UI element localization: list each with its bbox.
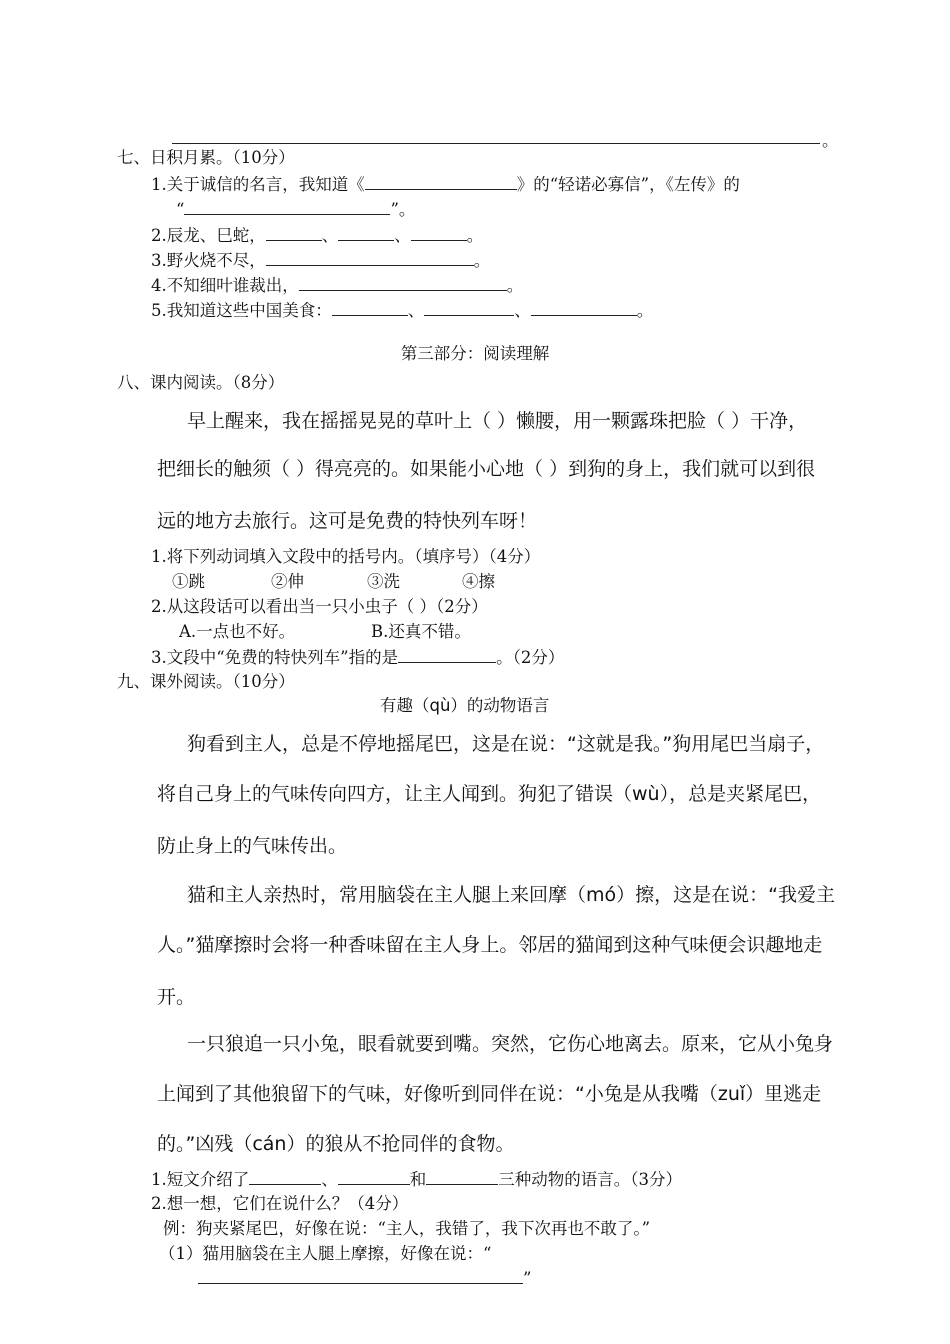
answer-blank[interactable] — [398, 646, 496, 663]
s7-q3: 3.野火烧不尽， 。 — [151, 251, 491, 270]
article-title: 有趣（qù）的动物语言 — [380, 696, 550, 715]
s7-q5: 5.我知道这些中国美食： 、 、 。 — [151, 301, 654, 320]
answer-blank[interactable] — [424, 299, 514, 316]
answer-blank[interactable] — [184, 198, 390, 215]
s9-sub1: （1）猫用脑袋在主人腿上摩擦，好像在说：“ — [159, 1244, 492, 1263]
option: ②伸 — [271, 572, 304, 591]
s7-q1b: “ ”。 — [176, 200, 416, 219]
choice-b: B.还真不错。 — [371, 622, 471, 641]
s9-para-line: 狗看到主人，总是不停地摇尾巴，这是在说：“这就是我。”狗用尾巴当扇子， — [187, 733, 825, 755]
s9-para-line: 的。”凶残（cán）的狼从不抢同伴的食物。 — [157, 1133, 515, 1155]
s8-q3: 3.文段中“免费的特快列车”指的是 。（2分） — [151, 648, 565, 667]
s9-q1: 1.短文介绍了 、 和 三种动物的语言。（3分） — [151, 1170, 682, 1189]
s7-q4: 4.不知细叶谁裁出， 。 — [151, 276, 524, 295]
s9-para-line: 一只狼追一只小兔，眼看就要到嘴。突然，它伤心地离去。原来，它从小兔身 — [187, 1033, 834, 1055]
s9-sub1-answer: ” — [198, 1267, 531, 1290]
section-7-heading: 七、日积月累。（10分） — [117, 148, 295, 167]
s9-para-line: 防止身上的气味传出。 — [157, 835, 348, 857]
answer-blank[interactable] — [198, 1267, 523, 1284]
answer-blank[interactable] — [332, 299, 408, 316]
answer-blank[interactable] — [338, 1168, 410, 1185]
answer-blank[interactable] — [299, 274, 507, 291]
s9-para-line: 猫和主人亲热时，常用脑袋在主人腿上来回摩（mó）擦，这是在说：“我爱主 — [187, 884, 835, 906]
option: ①跳 — [172, 572, 205, 591]
s9-para-line: 上闻到了其他狼留下的气味，好像听到同伴在说：“小兔是从我嘴（zuǐ）里逃走 — [157, 1083, 822, 1105]
s9-para-line: 人。”猫摩擦时会将一种香味留在主人身上。邻居的猫闻到这种气味便会识趣地走 — [157, 934, 823, 956]
option: ③洗 — [367, 572, 400, 591]
answer-blank[interactable] — [266, 224, 322, 241]
s8-q2: 2.从这段话可以看出当一只小虫子（ ）（2分） — [151, 597, 488, 616]
section-9-heading: 九、课外阅读。（10分） — [117, 672, 295, 691]
line-end-mark: 。 — [822, 131, 839, 150]
section-8-heading: 八、课内阅读。（8分） — [117, 373, 285, 392]
s8-para-line: 早上醒来，我在摇摇晃晃的草叶上（ ）懒腰，用一颗露珠把脸（ ）干净， — [187, 410, 808, 432]
s9-q2: 2.想一想，它们在说什么？（4分） — [151, 1194, 409, 1213]
s9-para-line: 将自己身上的气味传向四方，让主人闻到。狗犯了错误（wù），总是夹紧尾巴， — [157, 783, 822, 805]
answer-blank[interactable] — [266, 249, 474, 266]
option: ④擦 — [462, 572, 495, 591]
answer-blank[interactable] — [249, 1168, 321, 1185]
answer-blank[interactable] — [531, 299, 637, 316]
s9-para-line: 开。 — [157, 986, 196, 1008]
example: 例：狗夹紧尾巴，好像在说：“主人，我错了，我下次再也不敢了。” — [163, 1219, 651, 1238]
s8-para-line: 把细长的触须（ ）得亮亮的。如果能小心地（ ）到狗的身上，我们就可以到很 — [157, 458, 816, 480]
s8-q1: 1.将下列动词填入文段中的括号内。（填序号）（4分） — [151, 547, 541, 566]
s7-q2: 2.辰龙、巳蛇， 、 、 。 — [151, 226, 484, 245]
answer-blank[interactable] — [365, 173, 517, 190]
answer-blank[interactable] — [426, 1168, 498, 1185]
answer-blank[interactable] — [411, 224, 467, 241]
choice-a: A.一点也不好。 — [179, 622, 296, 641]
part-3-title: 第三部分：阅读理解 — [400, 344, 550, 363]
s8-para-line: 远的地方去旅行。这可是免费的特快列车呀！ — [157, 510, 538, 532]
answer-blank[interactable] — [338, 224, 394, 241]
s7-q1a: 1.关于诚信的名言，我知道《 》的“轻诺必寡信”，《左传》的 — [151, 175, 740, 194]
answer-line — [172, 143, 820, 144]
